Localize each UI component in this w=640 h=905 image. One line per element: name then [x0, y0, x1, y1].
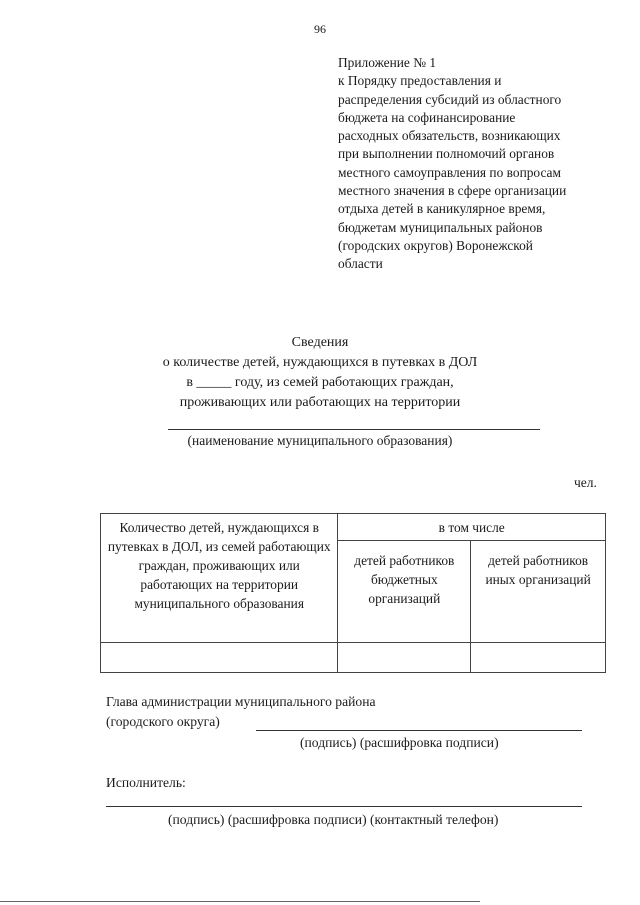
col-header-group: в том числе [338, 514, 606, 541]
appendix-line: бюджета на софинансирование [338, 109, 516, 125]
scan-edge-line [0, 901, 480, 902]
head-signature-line [256, 730, 582, 731]
col-header-budget: детей работников бюджетных организаций [338, 541, 471, 643]
appendix-line: бюджетам муниципальных районов [338, 219, 543, 235]
appendix-line: местного значения в сфере организации [338, 183, 567, 199]
appendix-line: местного самоуправления по вопросам [338, 164, 561, 180]
executor-signature-line [106, 806, 582, 807]
document-title: Сведения [291, 335, 349, 350]
head-title-line2: (городского округа) [106, 714, 220, 729]
municipality-caption: (наименование муниципального образования) [187, 433, 453, 448]
table-cell-other[interactable] [471, 643, 606, 673]
page-number: 96 [314, 22, 326, 36]
title-line: в _____ году, из семей работающих граждан, [186, 375, 454, 390]
table-cell-budget[interactable] [338, 643, 471, 673]
col-header-total: Количество детей, нуждающихся в путевках в ДОЛ, из семей работающих граждан, проживающих или работающих на территории муниципального образования [101, 514, 338, 643]
units-label: чел. [574, 475, 597, 490]
municipality-fill-line [168, 429, 540, 430]
appendix-line: (городских округов) Воронежской [338, 237, 533, 253]
head-title-line1: Глава администрации муниципального района [106, 694, 376, 709]
appendix-line: отдыха детей в каникулярное время, [338, 201, 546, 217]
col-header-other: детей работников иных организаций [471, 541, 606, 643]
children-count-table [100, 513, 606, 673]
appendix-line: области [338, 256, 383, 272]
appendix-line: распределения субсидий из областного [338, 91, 562, 107]
appendix-line: при выполнении полномочий органов [338, 146, 555, 162]
title-line: о количестве детей, нуждающихся в путевках в ДОЛ [162, 355, 478, 370]
table-cell-total[interactable] [101, 643, 338, 673]
head-signature-caption: (подпись) (расшифровка подписи) [300, 735, 499, 750]
executor-caption: (подпись) (расшифровка подписи) (контактный телефон) [168, 812, 499, 827]
executor-label: Исполнитель: [106, 775, 186, 790]
title-line: проживающих или работающих на территории [179, 395, 461, 410]
appendix-header [338, 54, 613, 274]
appendix-line: Приложение № 1 [338, 55, 437, 70]
appendix-line: расходных обязательств, возникающих [338, 128, 561, 144]
appendix-line: к Порядку предоставления и [338, 73, 502, 89]
